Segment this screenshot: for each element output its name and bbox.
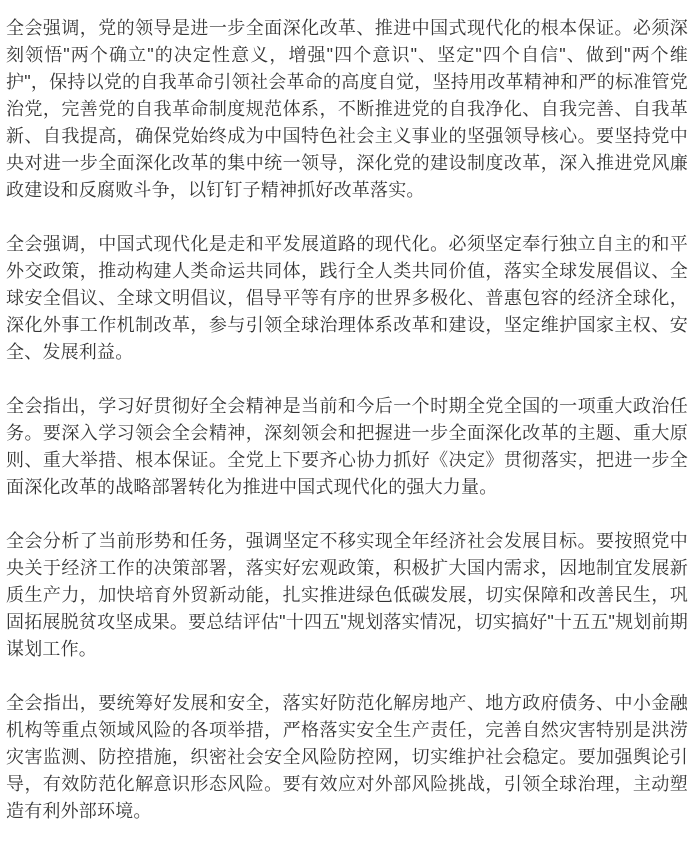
- paragraph: 全会指出，要统筹好发展和安全，落实好防范化解房地产、地方政府债务、中小金融机构等重点领域风险的各项举措，严格落实安全生产责任，完善自然灾害特别是洪涝灾害监测、防控措施，织密社会安全风险防控网，切实维护社会稳定。要加强舆论引导，有效防范化解意识形态风险。要有效应对外部风险挑战，引领全球治理，主动塑造有利外部环境。: [6, 693, 688, 821]
- paragraph: 全会强调，中国式现代化是走和平发展道路的现代化。必须坚定奉行独立自主的和平外交政策，推动构建人类命运共同体，践行全人类共同价值，落实全球发展倡议、全球安全倡议、全球文明倡议，倡导平等有序的世界多极化、普惠包容的经济全球化，深化外事工作机制改革，参与引领全球治理体系改革和建设，坚定维护国家主权、安全、发展利益。: [6, 234, 688, 362]
- paragraph: 全会分析了当前形势和任务，强调坚定不移实现全年经济社会发展目标。要按照党中央关于经济工作的决策部署，落实好宏观政策，积极扩大国内需求，因地制宜发展新质生产力，加快培育外贸新动能，扎实推进绿色低碳发展，切实保障和改善民生，巩固拓展脱贫攻坚成果。要总结评估"十四五"规划落实情况，切实搞好"十五五"规划前期谋划工作。: [6, 531, 688, 659]
- paragraph: 全会强调，党的领导是进一步全面深化改革、推进中国式现代化的根本保证。必须深刻领悟"两个确立"的决定性意义，增强"四个意识"、坚定"四个自信"、做到"两个维护"，保持以党的自我革命引领社会革命的高度自觉，坚持用改革精神和严的标准管党治党，完善党的自我革命制度规范体系，不断推进党的自我净化、自我完善、自我革新、自我提高，确保党始终成为中国特色社会主义事业的坚强领导核心。要坚持党中央对进一步全面深化改革的集中统一领导，深化党的建设制度改革，深入推进党风廉政建设和反腐败斗争，以钉钉子精神抓好改革落实。: [6, 18, 688, 200]
- paragraph: 全会指出，学习好贯彻好全会精神是当前和今后一个时期全党全国的一项重大政治任务。要深入学习领会全会精神，深刻领会和把握进一步全面深化改革的主题、重大原则、重大举措、根本保证。全党上下要齐心协力抓好《决定》贯彻落实，把进一步全面深化改革的战略部署转化为推进中国式现代化的强大力量。: [6, 396, 688, 497]
